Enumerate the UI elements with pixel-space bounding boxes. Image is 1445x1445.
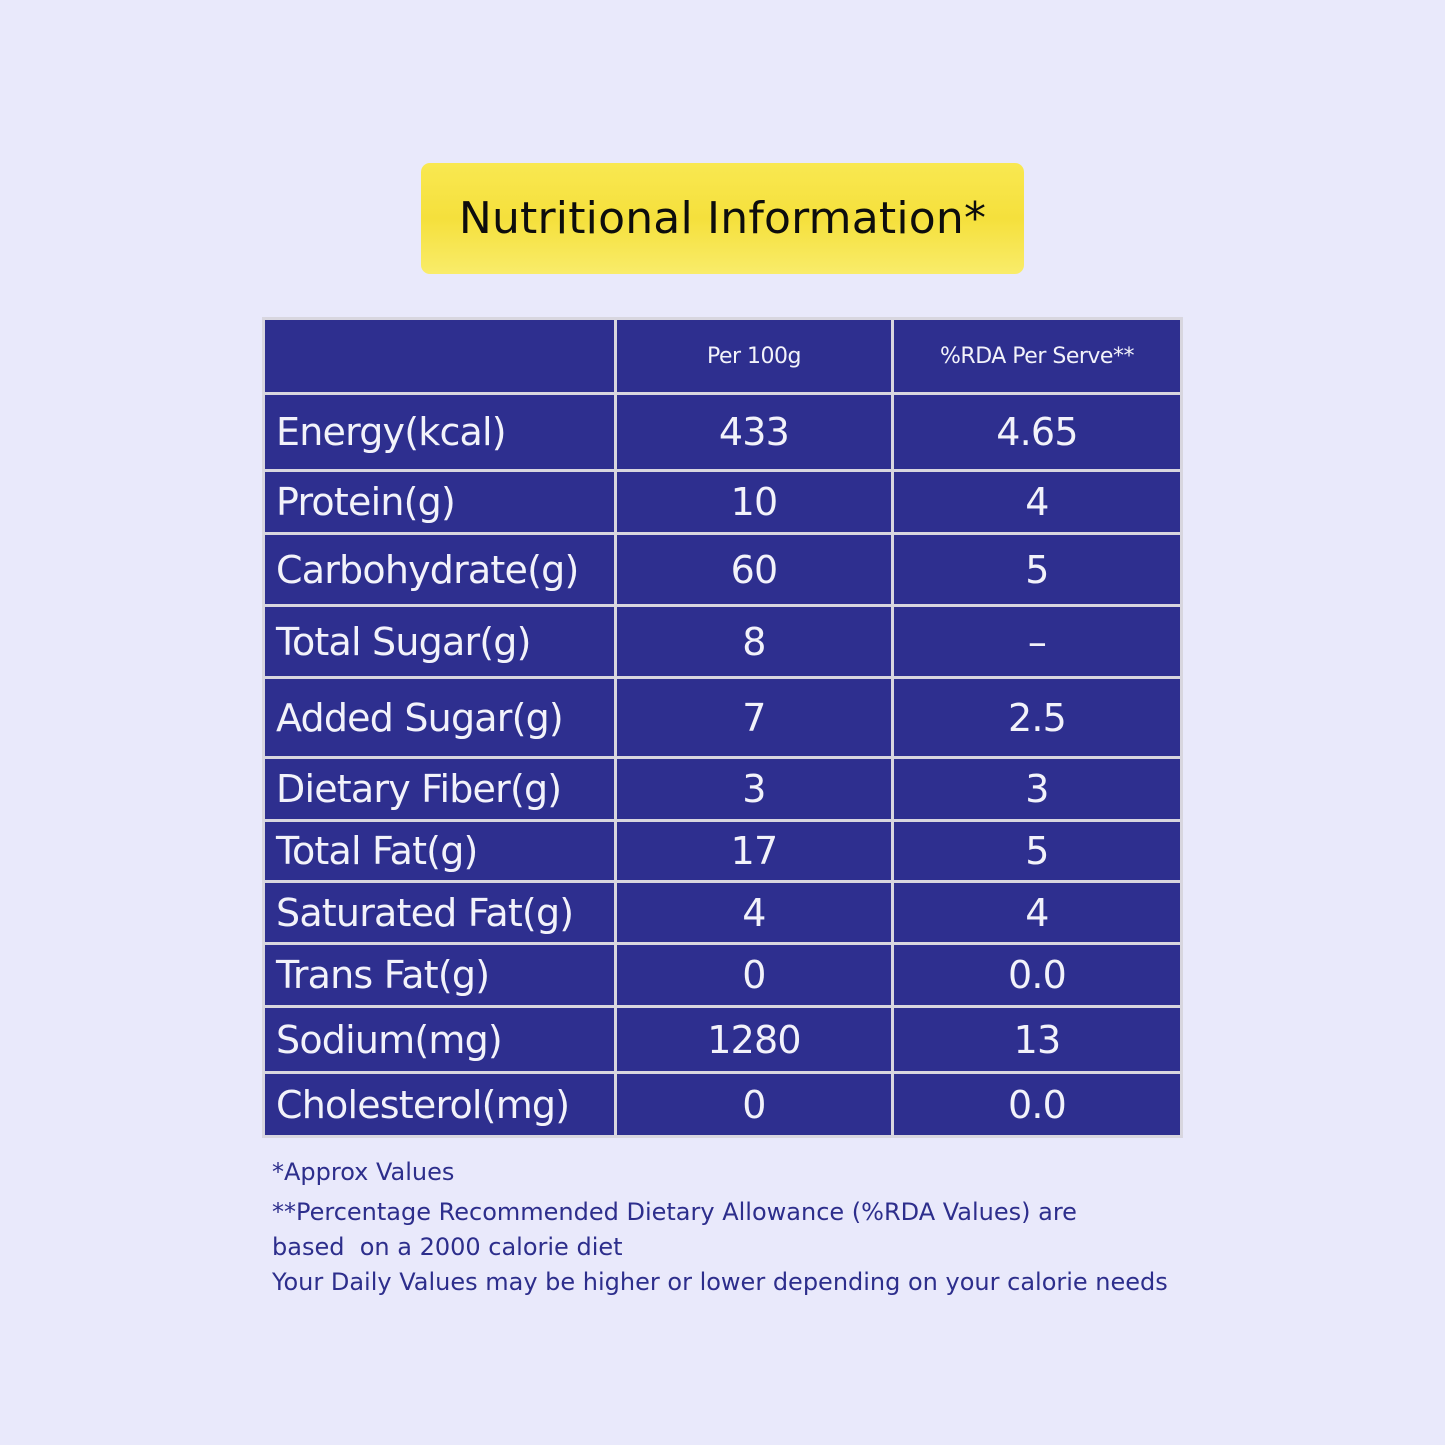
nutrient-name: Cholesterol(mg)	[264, 1073, 616, 1137]
rda-value: 4	[893, 882, 1182, 944]
page-title: Nutritional Information*	[458, 193, 987, 244]
rda-value: 4	[893, 471, 1182, 534]
table-row	[264, 758, 1182, 821]
rda-value: 5	[893, 821, 1182, 882]
rda-value: –	[893, 606, 1182, 678]
table-row	[264, 882, 1182, 944]
rda-value: 5	[893, 534, 1182, 606]
table-row	[264, 394, 1182, 471]
nutrient-name: Carbohydrate(g)	[264, 534, 616, 606]
table-header-row	[264, 319, 1182, 394]
rda-value: 4.65	[893, 394, 1182, 471]
per-100g-value: 0	[616, 944, 893, 1007]
title-badge	[421, 163, 1024, 274]
table-row	[264, 678, 1182, 758]
rda-value: 0.0	[893, 1073, 1182, 1137]
note-rda-line-2: based on a 2000 calorie diet	[272, 1233, 623, 1261]
header-rda-per-serve: %RDA Per Serve**	[893, 319, 1182, 394]
nutrient-name: Dietary Fiber(g)	[264, 758, 616, 821]
nutrient-name: Protein(g)	[264, 471, 616, 534]
footnotes	[272, 1155, 1222, 1300]
table-row	[264, 944, 1182, 1007]
per-100g-value: 4	[616, 882, 893, 944]
nutrient-name: Total Sugar(g)	[264, 606, 616, 678]
note-rda-line-1: **Percentage Recommended Dietary Allowance (%RDA Values) are	[272, 1198, 1077, 1226]
nutrient-name: Trans Fat(g)	[264, 944, 616, 1007]
table-row	[264, 821, 1182, 882]
per-100g-value: 433	[616, 394, 893, 471]
per-100g-value: 1280	[616, 1007, 893, 1073]
header-nutrient	[264, 319, 616, 394]
per-100g-value: 8	[616, 606, 893, 678]
header-per-100g: Per 100g	[616, 319, 893, 394]
per-100g-value: 7	[616, 678, 893, 758]
per-100g-value: 3	[616, 758, 893, 821]
rda-value: 2.5	[893, 678, 1182, 758]
nutrient-name: Saturated Fat(g)	[264, 882, 616, 944]
per-100g-value: 17	[616, 821, 893, 882]
per-100g-value: 60	[616, 534, 893, 606]
table-row	[264, 606, 1182, 678]
note-daily-values: Your Daily Values may be higher or lower depending on your calorie needs	[272, 1268, 1168, 1296]
table-row	[264, 1007, 1182, 1073]
per-100g-value: 0	[616, 1073, 893, 1137]
nutrient-name: Total Fat(g)	[264, 821, 616, 882]
per-100g-value: 10	[616, 471, 893, 534]
table-row	[264, 534, 1182, 606]
table-row	[264, 1073, 1182, 1137]
note-approx-values: *Approx Values	[272, 1158, 455, 1186]
rda-value: 13	[893, 1007, 1182, 1073]
nutrient-name: Energy(kcal)	[264, 394, 616, 471]
nutrition-table	[262, 317, 1183, 1138]
rda-value: 0.0	[893, 944, 1182, 1007]
rda-value: 3	[893, 758, 1182, 821]
table-row	[264, 471, 1182, 534]
nutrient-name: Added Sugar(g)	[264, 678, 616, 758]
nutrient-name: Sodium(mg)	[264, 1007, 616, 1073]
